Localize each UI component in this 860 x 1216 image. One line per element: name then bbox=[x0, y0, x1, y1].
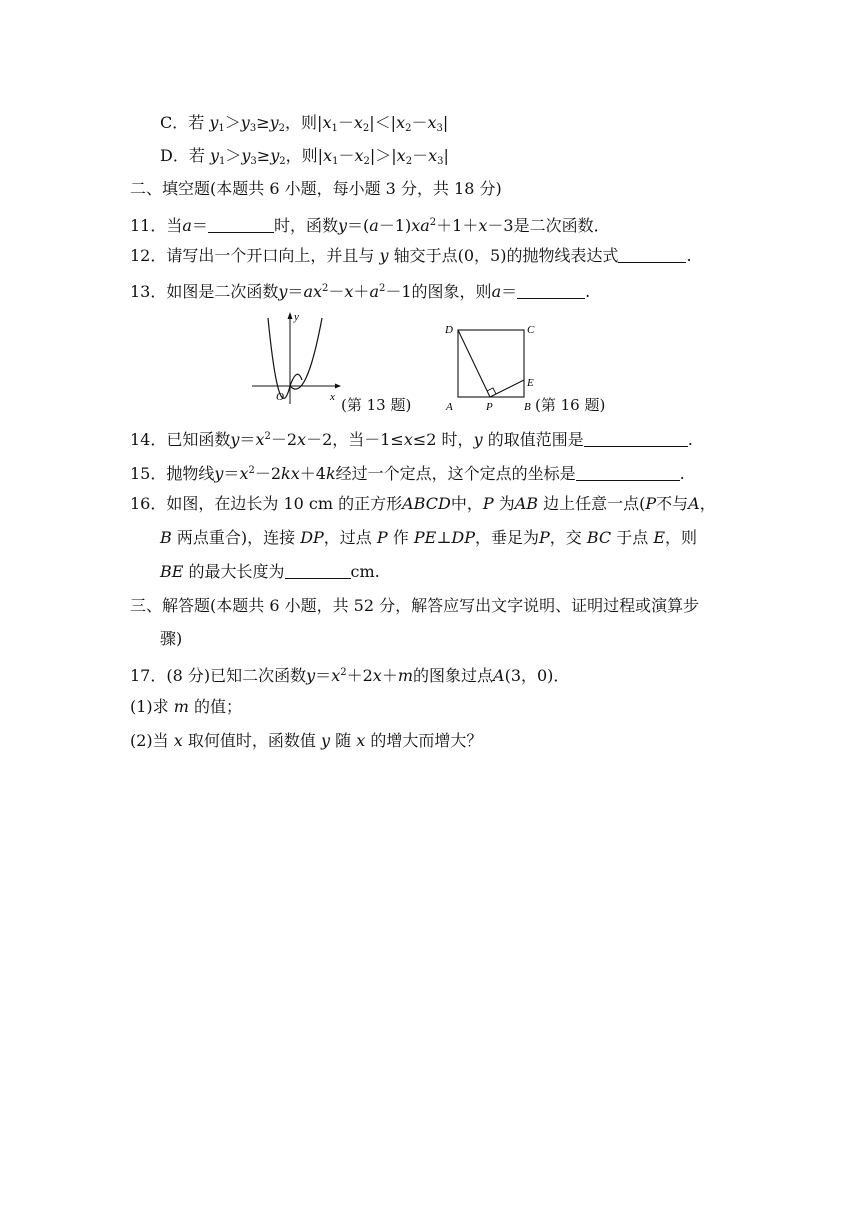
x-axis-arrow bbox=[335, 384, 341, 389]
section-answers: 三、解答题(本题共 6 小题，共 52 分，解答应写出文字说明、证明过程或演算步 bbox=[130, 596, 700, 615]
answer-blank[interactable] bbox=[208, 217, 274, 233]
label-d: D bbox=[445, 324, 453, 336]
question-13: 13．如图是二次函数$y=ax^2-x+a^2-1$的图象，则a＝ . bbox=[130, 282, 591, 301]
y-axis-arrow bbox=[288, 312, 293, 319]
label-a: A bbox=[446, 401, 453, 413]
answer-blank[interactable] bbox=[618, 247, 686, 263]
question-17: 17．(8 分)已知二次函数$y=x^2+2x+m$的图象过点A(3，0)． bbox=[130, 666, 570, 685]
section-fill-in: 二、填空题(本题共 6 小题，每小题 3 分，共 18 分) bbox=[130, 179, 502, 198]
figure-13-parabola-graph bbox=[246, 308, 346, 408]
label-b: B bbox=[524, 401, 531, 413]
y-axis-label: y bbox=[294, 311, 299, 323]
label-p: P bbox=[486, 401, 493, 413]
question-12: 12．请写出一个开口向上，并且与 y 轴交于点(0，5)的抛物线表达式 . bbox=[130, 246, 692, 265]
answer-blank[interactable] bbox=[584, 431, 688, 447]
section-answers-cont: 骤) bbox=[160, 629, 183, 648]
question-16-line-2: B 两点重合)，连接 DP，过点 P 作 PE⊥DP，垂足为P，交 BC 于点 E，则 bbox=[160, 528, 698, 547]
question-11: 11．当a＝ 时，函数$y=(a-1)xa^2+1+x-3$是二次函数． bbox=[130, 216, 610, 235]
x-axis-label: x bbox=[330, 391, 335, 403]
label-e: E bbox=[527, 377, 534, 389]
figure-16-caption: (第 16 题) bbox=[535, 396, 606, 414]
figure-16-square-diagram bbox=[440, 318, 540, 414]
option-d: D．若 $y_1>y_3\ge y_2$，则$|x_1-x_2|>|x_2-x_3|$ bbox=[160, 146, 449, 167]
figure-13-caption: (第 13 题) bbox=[341, 396, 412, 414]
question-14: 14．已知函数$y=x^2-2x-2$，当－1≤x≤2 时，y 的取值范围是 . bbox=[130, 430, 693, 449]
question-17-part-2: (2)当 x 取何值时，函数值 y 随 x 的增大而增大？ bbox=[130, 731, 483, 750]
parabola-mid bbox=[290, 374, 302, 386]
answer-blank[interactable] bbox=[576, 465, 680, 481]
segment-pe bbox=[490, 380, 524, 397]
question-15: 15．抛物线$y=x^2-2kx+4k$经过一个定点，这个定点的坐标是 . bbox=[130, 464, 685, 483]
option-c: C．若 $y_1>y_3\ge y_2$，则$|x_1-x_2|<|x_2-x_3|$ bbox=[160, 113, 449, 134]
question-16-line-1: 16．如图，在边长为 10 cm 的正方形ABCD中，P 为AB 边上任意一点(P不与A， bbox=[130, 494, 716, 513]
label-c: C bbox=[527, 324, 535, 336]
parabola-right-branch bbox=[290, 318, 322, 389]
answer-blank[interactable] bbox=[517, 283, 585, 299]
answer-blank[interactable] bbox=[285, 563, 351, 579]
origin-label: O bbox=[276, 391, 284, 403]
square-abcd bbox=[458, 330, 524, 397]
question-17-part-1: (1)求 m 的值； bbox=[130, 697, 243, 716]
question-16-line-3: BE 的最大长度为 cm. bbox=[160, 562, 380, 581]
segment-dp bbox=[458, 330, 490, 397]
